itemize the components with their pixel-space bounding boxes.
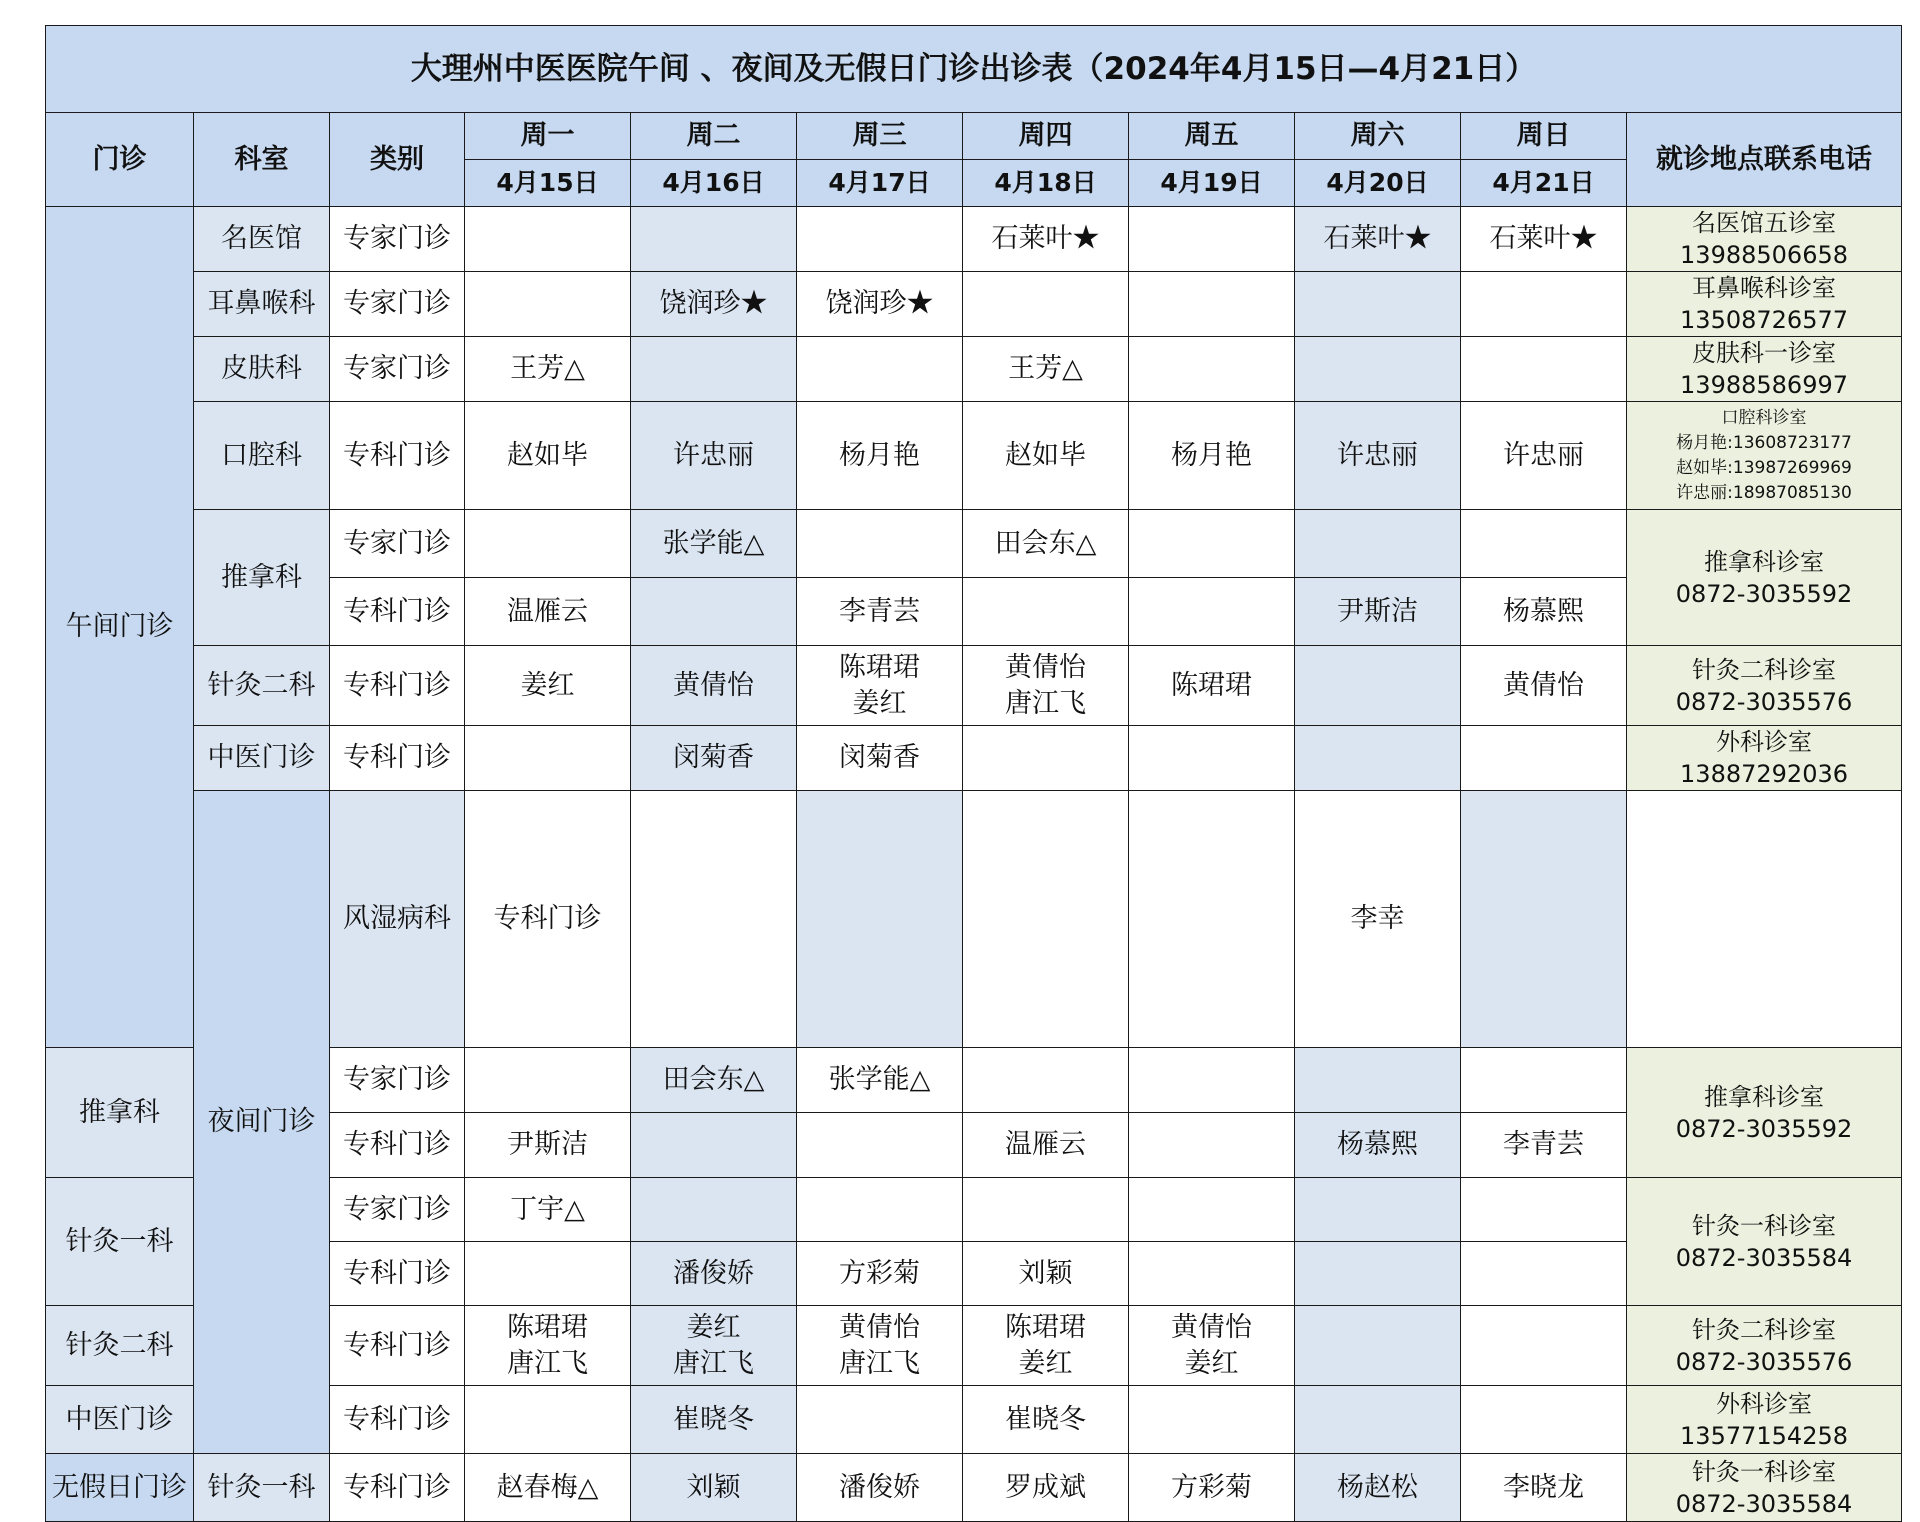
doctor-cell-thu bbox=[963, 337, 1129, 402]
doctor-name: 赵如毕 bbox=[507, 439, 588, 471]
doctor-name: 饶润珍★ bbox=[659, 288, 768, 319]
doctor-cell-mon bbox=[465, 1178, 631, 1242]
contact-cell bbox=[1627, 1386, 1902, 1454]
header-date-sat: 4月20日 bbox=[1295, 160, 1461, 207]
clinic-group-night: 夜间门诊 bbox=[194, 791, 330, 1454]
doctor-name: 尹斯洁 bbox=[1337, 595, 1418, 627]
header-date-thu: 4月18日 bbox=[963, 160, 1129, 207]
doctor-cell-sat bbox=[1295, 578, 1461, 646]
department-cell: 皮肤科 bbox=[194, 337, 330, 402]
doctor-name: 罗成斌 bbox=[1005, 1471, 1086, 1503]
department-cell: 针灸二科 bbox=[46, 1306, 194, 1386]
doctor-cell-tue bbox=[631, 726, 797, 791]
doctor-name: 赵春梅△ bbox=[496, 1471, 599, 1503]
doctor-name: 石莱叶★ bbox=[991, 223, 1100, 254]
doctor-cell-wed bbox=[797, 646, 963, 726]
clinic-room: 针灸一科诊室 bbox=[1692, 1457, 1837, 1486]
doctor-name: 尹斯洁 bbox=[507, 1129, 588, 1160]
table-row bbox=[46, 272, 1902, 337]
department-cell: 针灸二科 bbox=[194, 646, 330, 726]
header-date-sun: 4月21日 bbox=[1461, 160, 1627, 207]
schedule-table bbox=[45, 25, 1902, 1522]
department-cell: 名医馆 bbox=[194, 207, 330, 272]
doctor-cell-fri bbox=[1129, 726, 1295, 791]
doctor-cell-sun bbox=[1461, 1242, 1627, 1306]
doctor-cell-tue bbox=[631, 402, 797, 510]
doctor-name: 陈珺珺 bbox=[839, 651, 920, 683]
doctor-cell-mon bbox=[465, 272, 631, 337]
phone-number: 赵如毕:13987269969 bbox=[1676, 457, 1852, 478]
category-cell: 专家门诊 bbox=[330, 1178, 465, 1242]
phone-number: 0872-3035576 bbox=[1675, 687, 1853, 716]
page-title: 大理州中医医院午间 、夜间及无假日门诊出诊表（2024年4月15日—4月21日） bbox=[46, 26, 1902, 113]
category-cell: 专科门诊 bbox=[330, 726, 465, 791]
department-cell: 针灸一科 bbox=[46, 1178, 194, 1306]
doctor-cell-sun bbox=[1461, 510, 1627, 578]
department-cell: 耳鼻喉科 bbox=[194, 272, 330, 337]
doctor-name: 李幸 bbox=[1350, 903, 1405, 934]
doctor-name: 刘颖 bbox=[1018, 1257, 1073, 1289]
doctor-name: 潘俊娇 bbox=[839, 1471, 920, 1503]
doctor-cell-wed bbox=[797, 1178, 963, 1242]
doctor-cell-thu bbox=[1129, 791, 1295, 1048]
doctor-cell-tue bbox=[631, 510, 797, 578]
doctor-name: 黄倩怡 bbox=[673, 669, 754, 701]
contact-cell bbox=[1627, 207, 1902, 272]
category-cell: 专家门诊 bbox=[330, 272, 465, 337]
doctor-cell-wed bbox=[797, 1048, 963, 1113]
doctor-name: 田会东△ bbox=[994, 527, 1097, 559]
contact-cell bbox=[1627, 1048, 1902, 1178]
doctor-cell-sun bbox=[1461, 726, 1627, 791]
header-date-wed: 4月17日 bbox=[797, 160, 963, 207]
doctor-name: 崔晓冬 bbox=[1005, 1403, 1086, 1435]
doctor-cell-fri bbox=[1129, 207, 1295, 272]
header-date-fri: 4月19日 bbox=[1129, 160, 1295, 207]
category-cell: 专科门诊 bbox=[330, 402, 465, 510]
department-cell: 风湿病科 bbox=[330, 791, 465, 1048]
doctor-name: 张学能△ bbox=[828, 1064, 931, 1095]
doctor-cell-fri bbox=[1129, 337, 1295, 402]
doctor-cell-mon bbox=[465, 1048, 631, 1113]
doctor-cell-sun bbox=[1461, 1306, 1627, 1386]
doctor-name: 许忠丽 bbox=[1503, 439, 1584, 471]
doctor-cell-wed bbox=[797, 1113, 963, 1178]
doctor-cell-sun bbox=[1461, 402, 1627, 510]
doctor-cell-tue bbox=[631, 1113, 797, 1178]
clinic-room: 口腔科诊室 bbox=[1721, 407, 1807, 428]
doctor-cell-sun bbox=[1461, 578, 1627, 646]
phone-number: 13887292036 bbox=[1680, 760, 1848, 788]
contact-cell bbox=[1627, 402, 1902, 510]
table-row bbox=[46, 510, 1902, 578]
doctor-name: 杨月艳 bbox=[839, 439, 920, 471]
category-cell: 专科门诊 bbox=[330, 1306, 465, 1386]
doctor-cell-mon bbox=[465, 207, 631, 272]
header-category: 类别 bbox=[330, 113, 465, 207]
doctor-cell-sat bbox=[1295, 1048, 1461, 1113]
doctor-cell-mon bbox=[465, 337, 631, 402]
doctor-cell-wed bbox=[797, 1454, 963, 1522]
doctor-cell-sun bbox=[1461, 1454, 1627, 1522]
header-date-tue: 4月16日 bbox=[631, 160, 797, 207]
doctor-cell-sat bbox=[1295, 646, 1461, 726]
doctor-cell-wed bbox=[797, 337, 963, 402]
doctor-name: 潘俊娇 bbox=[673, 1257, 754, 1289]
doctor-name: 陈珺珺 bbox=[1005, 1311, 1086, 1343]
header-date-mon: 4月15日 bbox=[465, 160, 631, 207]
doctor-cell-fri bbox=[1129, 1454, 1295, 1522]
doctor-name: 方彩菊 bbox=[1171, 1471, 1252, 1503]
doctor-name: 杨慕熙 bbox=[1503, 595, 1584, 627]
doctor-name: 杨慕熙 bbox=[1337, 1129, 1418, 1160]
phone-number: 0872-3035592 bbox=[1675, 1114, 1853, 1143]
doctor-cell-mon bbox=[465, 1454, 631, 1522]
doctor-cell-wed bbox=[797, 726, 963, 791]
doctor-cell-tue bbox=[631, 272, 797, 337]
doctor-cell-fri bbox=[1129, 646, 1295, 726]
doctor-cell-mon bbox=[465, 726, 631, 791]
header-contact: 就诊地点联系电话 bbox=[1627, 113, 1902, 207]
doctor-cell-thu bbox=[963, 1048, 1129, 1113]
phone-number: 0872-3035584 bbox=[1675, 1243, 1853, 1272]
doctor-name: 王芳△ bbox=[1008, 353, 1083, 384]
contact-cell bbox=[1627, 1454, 1902, 1522]
doctor-cell-wed bbox=[797, 1242, 963, 1306]
phone-number: 许忠丽:18987085130 bbox=[1676, 482, 1852, 503]
doctor-name: 石莱叶★ bbox=[1489, 223, 1598, 254]
doctor-cell-thu bbox=[963, 1178, 1129, 1242]
doctor-cell-mon bbox=[465, 1306, 631, 1386]
doctor-cell-tue bbox=[631, 1386, 797, 1454]
doctor-cell-thu bbox=[963, 1306, 1129, 1386]
header-day-sat: 周六 bbox=[1295, 113, 1461, 160]
phone-number: 0872-3035584 bbox=[1675, 1489, 1853, 1518]
doctor-name: 陈珺珺 bbox=[507, 1311, 588, 1343]
doctor-cell-sat bbox=[1295, 1113, 1461, 1178]
doctor-cell-fri bbox=[1129, 1113, 1295, 1178]
contact-cell bbox=[1627, 1178, 1902, 1306]
doctor-cell-thu bbox=[963, 726, 1129, 791]
doctor-name: 唐江飞 bbox=[673, 1347, 754, 1379]
doctor-cell-fri bbox=[1129, 1242, 1295, 1306]
doctor-cell-mon bbox=[465, 1242, 631, 1306]
doctor-cell-mon bbox=[465, 646, 631, 726]
phone-number: 13988506658 bbox=[1680, 241, 1848, 269]
category-cell: 专家门诊 bbox=[330, 1048, 465, 1113]
header-day-sun: 周日 bbox=[1461, 113, 1627, 160]
doctor-name: 唐江飞 bbox=[507, 1347, 588, 1379]
clinic-room: 针灸二科诊室 bbox=[1692, 655, 1837, 684]
phone-number: 13988586997 bbox=[1680, 371, 1848, 399]
doctor-name: 王芳△ bbox=[510, 353, 585, 384]
contact-cell bbox=[1627, 646, 1902, 726]
doctor-name: 温雁云 bbox=[1005, 1129, 1086, 1160]
doctor-cell-thu bbox=[963, 646, 1129, 726]
doctor-cell-fri bbox=[1129, 1386, 1295, 1454]
doctor-cell-tue bbox=[631, 1242, 797, 1306]
doctor-cell-tue bbox=[631, 646, 797, 726]
doctor-name: 李晓龙 bbox=[1503, 1471, 1584, 1503]
clinic-room: 外科诊室 bbox=[1716, 728, 1813, 756]
doctor-cell-wed bbox=[797, 510, 963, 578]
doctor-cell-tue bbox=[631, 578, 797, 646]
table-row bbox=[46, 207, 1902, 272]
doctor-cell-mon bbox=[465, 1386, 631, 1454]
category-cell: 专家门诊 bbox=[330, 207, 465, 272]
doctor-cell-fri bbox=[1295, 791, 1461, 1048]
doctor-cell-tue bbox=[631, 1048, 797, 1113]
department-cell: 推拿科 bbox=[46, 1048, 194, 1178]
category-cell: 专科门诊 bbox=[330, 1242, 465, 1306]
doctor-cell-sat bbox=[1295, 1242, 1461, 1306]
doctor-name: 闵菊香 bbox=[839, 742, 920, 773]
doctor-cell-thu bbox=[963, 1113, 1129, 1178]
doctor-cell-sun bbox=[1461, 646, 1627, 726]
doctor-cell-sat bbox=[1295, 1454, 1461, 1522]
table-row bbox=[46, 646, 1902, 726]
table-row bbox=[46, 1454, 1902, 1522]
category-cell: 专科门诊 bbox=[330, 1386, 465, 1454]
category-cell: 专科门诊 bbox=[330, 646, 465, 726]
doctor-cell-sat bbox=[1295, 337, 1461, 402]
doctor-cell-wed bbox=[797, 272, 963, 337]
header-day-fri: 周五 bbox=[1129, 113, 1295, 160]
doctor-cell-mon bbox=[631, 791, 797, 1048]
doctor-cell-sun bbox=[1461, 207, 1627, 272]
doctor-cell-fri bbox=[1129, 1048, 1295, 1113]
clinic-room: 针灸二科诊室 bbox=[1692, 1315, 1837, 1344]
doctor-cell-thu bbox=[963, 1454, 1129, 1522]
doctor-name: 闵菊香 bbox=[673, 742, 754, 773]
doctor-name: 黄倩怡 bbox=[1171, 1311, 1252, 1343]
doctor-name: 李青芸 bbox=[1503, 1129, 1584, 1160]
department-cell: 口腔科 bbox=[194, 402, 330, 510]
doctor-cell-tue bbox=[797, 791, 963, 1048]
doctor-cell-thu bbox=[963, 1386, 1129, 1454]
category-cell: 专科门诊 bbox=[330, 578, 465, 646]
doctor-name: 陈珺珺 bbox=[1171, 669, 1252, 701]
category-cell: 专家门诊 bbox=[330, 510, 465, 578]
doctor-cell-sat bbox=[1295, 1306, 1461, 1386]
department-cell: 中医门诊 bbox=[194, 726, 330, 791]
doctor-name: 许忠丽 bbox=[1337, 439, 1418, 471]
doctor-name: 崔晓冬 bbox=[673, 1403, 754, 1435]
doctor-cell-fri bbox=[1129, 402, 1295, 510]
category-cell: 专科门诊 bbox=[330, 1454, 465, 1522]
doctor-cell-sun bbox=[1461, 1386, 1627, 1454]
doctor-cell-sun bbox=[1461, 1178, 1627, 1242]
doctor-name: 李青芸 bbox=[839, 595, 920, 627]
doctor-cell-tue bbox=[631, 207, 797, 272]
table-row bbox=[46, 402, 1902, 510]
phone-number: 杨月艳:13608723177 bbox=[1676, 432, 1852, 453]
doctor-cell-sat bbox=[1295, 510, 1461, 578]
doctor-cell-sat bbox=[1295, 272, 1461, 337]
header-day-mon: 周一 bbox=[465, 113, 631, 160]
doctor-name: 黄倩怡 bbox=[1503, 669, 1584, 701]
contact-cell bbox=[1627, 510, 1902, 646]
doctor-cell-thu bbox=[963, 402, 1129, 510]
doctor-name: 石莱叶★ bbox=[1323, 223, 1432, 254]
doctor-cell-fri bbox=[1129, 578, 1295, 646]
department-cell: 中医门诊 bbox=[46, 1386, 194, 1454]
doctor-name: 黄倩怡 bbox=[1005, 651, 1086, 683]
doctor-name: 许忠丽 bbox=[673, 439, 754, 471]
clinic-group-holiday: 无假日门诊 bbox=[46, 1454, 194, 1522]
doctor-name: 姜红 bbox=[520, 669, 575, 701]
doctor-cell-fri bbox=[1129, 1178, 1295, 1242]
clinic-room: 推拿科诊室 bbox=[1704, 1082, 1825, 1111]
clinic-room: 名医馆五诊室 bbox=[1692, 209, 1837, 237]
phone-number: 0872-3035592 bbox=[1675, 579, 1853, 608]
doctor-cell-fri bbox=[1129, 510, 1295, 578]
header-department: 科室 bbox=[194, 113, 330, 207]
doctor-cell-wed bbox=[797, 1386, 963, 1454]
schedule-sheet bbox=[45, 25, 1901, 1518]
doctor-name: 丁宇△ bbox=[510, 1193, 585, 1225]
doctor-cell-wed bbox=[797, 402, 963, 510]
doctor-cell-fri bbox=[1129, 1306, 1295, 1386]
doctor-name: 杨赵松 bbox=[1337, 1471, 1418, 1503]
doctor-cell-sun bbox=[1461, 337, 1627, 402]
contact-cell bbox=[1627, 726, 1902, 791]
doctor-cell-sun bbox=[1461, 1048, 1627, 1113]
doctor-cell-tue bbox=[631, 337, 797, 402]
doctor-cell-sat bbox=[1295, 726, 1461, 791]
table-row bbox=[46, 337, 1902, 402]
doctor-name: 杨月艳 bbox=[1171, 439, 1252, 471]
clinic-room: 推拿科诊室 bbox=[1704, 547, 1825, 576]
doctor-cell-thu bbox=[963, 578, 1129, 646]
doctor-cell-sat bbox=[1461, 791, 1627, 1048]
doctor-name: 黄倩怡 bbox=[839, 1311, 920, 1343]
doctor-cell-thu bbox=[963, 510, 1129, 578]
contact-cell bbox=[1627, 1306, 1902, 1386]
category-cell: 专家门诊 bbox=[330, 337, 465, 402]
doctor-name: 姜红 bbox=[1184, 1347, 1239, 1379]
doctor-name: 唐江飞 bbox=[1005, 687, 1086, 719]
doctor-cell-sun bbox=[1627, 791, 1902, 1048]
category-cell: 专科门诊 bbox=[330, 1113, 465, 1178]
doctor-name: 唐江飞 bbox=[839, 1347, 920, 1379]
phone-number: 13577154258 bbox=[1680, 1421, 1848, 1450]
category-cell: 专科门诊 bbox=[465, 791, 631, 1048]
doctor-cell-wed bbox=[797, 1306, 963, 1386]
doctor-cell-thu bbox=[963, 272, 1129, 337]
doctor-cell-wed bbox=[797, 578, 963, 646]
header-day-thu: 周四 bbox=[963, 113, 1129, 160]
doctor-cell-sat bbox=[1295, 207, 1461, 272]
doctor-name: 饶润珍★ bbox=[825, 288, 934, 319]
doctor-cell-thu bbox=[963, 207, 1129, 272]
doctor-cell-sun bbox=[1461, 272, 1627, 337]
doctor-name: 姜红 bbox=[1018, 1347, 1073, 1379]
clinic-room: 外科诊室 bbox=[1716, 1389, 1813, 1418]
doctor-name: 刘颖 bbox=[686, 1471, 741, 1503]
doctor-name: 张学能△ bbox=[662, 527, 765, 559]
department-cell: 推拿科 bbox=[194, 510, 330, 646]
doctor-cell-sat bbox=[1295, 1178, 1461, 1242]
table-row bbox=[46, 726, 1902, 791]
clinic-room: 耳鼻喉科诊室 bbox=[1692, 274, 1837, 302]
clinic-room: 皮肤科一诊室 bbox=[1692, 339, 1837, 367]
doctor-name: 赵如毕 bbox=[1005, 439, 1086, 471]
doctor-cell-wed bbox=[963, 791, 1129, 1048]
doctor-cell-tue bbox=[631, 1454, 797, 1522]
table-row bbox=[46, 791, 1902, 1048]
doctor-cell-sat bbox=[1295, 402, 1461, 510]
doctor-name: 姜红 bbox=[686, 1311, 741, 1343]
doctor-cell-mon bbox=[465, 1113, 631, 1178]
contact-cell bbox=[1627, 337, 1902, 402]
department-cell: 针灸一科 bbox=[194, 1454, 330, 1522]
header-clinic: 门诊 bbox=[46, 113, 194, 207]
doctor-name: 温雁云 bbox=[507, 595, 588, 627]
doctor-name: 田会东△ bbox=[662, 1064, 765, 1095]
doctor-cell-wed bbox=[797, 207, 963, 272]
clinic-group-noon: 午间门诊 bbox=[46, 207, 194, 1048]
phone-number: 0872-3035576 bbox=[1675, 1347, 1853, 1376]
doctor-cell-sat bbox=[1295, 1386, 1461, 1454]
doctor-cell-sun bbox=[1461, 1113, 1627, 1178]
header-day-wed: 周三 bbox=[797, 113, 963, 160]
clinic-room: 针灸一科诊室 bbox=[1692, 1211, 1837, 1240]
doctor-cell-fri bbox=[1129, 272, 1295, 337]
doctor-cell-mon bbox=[465, 510, 631, 578]
doctor-name: 姜红 bbox=[852, 687, 907, 719]
doctor-cell-tue bbox=[631, 1178, 797, 1242]
phone-number: 13508726577 bbox=[1680, 306, 1848, 334]
header-day-tue: 周二 bbox=[631, 113, 797, 160]
doctor-cell-mon bbox=[465, 578, 631, 646]
doctor-cell-thu bbox=[963, 1242, 1129, 1306]
doctor-cell-mon bbox=[465, 402, 631, 510]
doctor-cell-tue bbox=[631, 1306, 797, 1386]
contact-cell bbox=[1627, 272, 1902, 337]
doctor-name: 方彩菊 bbox=[839, 1257, 920, 1289]
